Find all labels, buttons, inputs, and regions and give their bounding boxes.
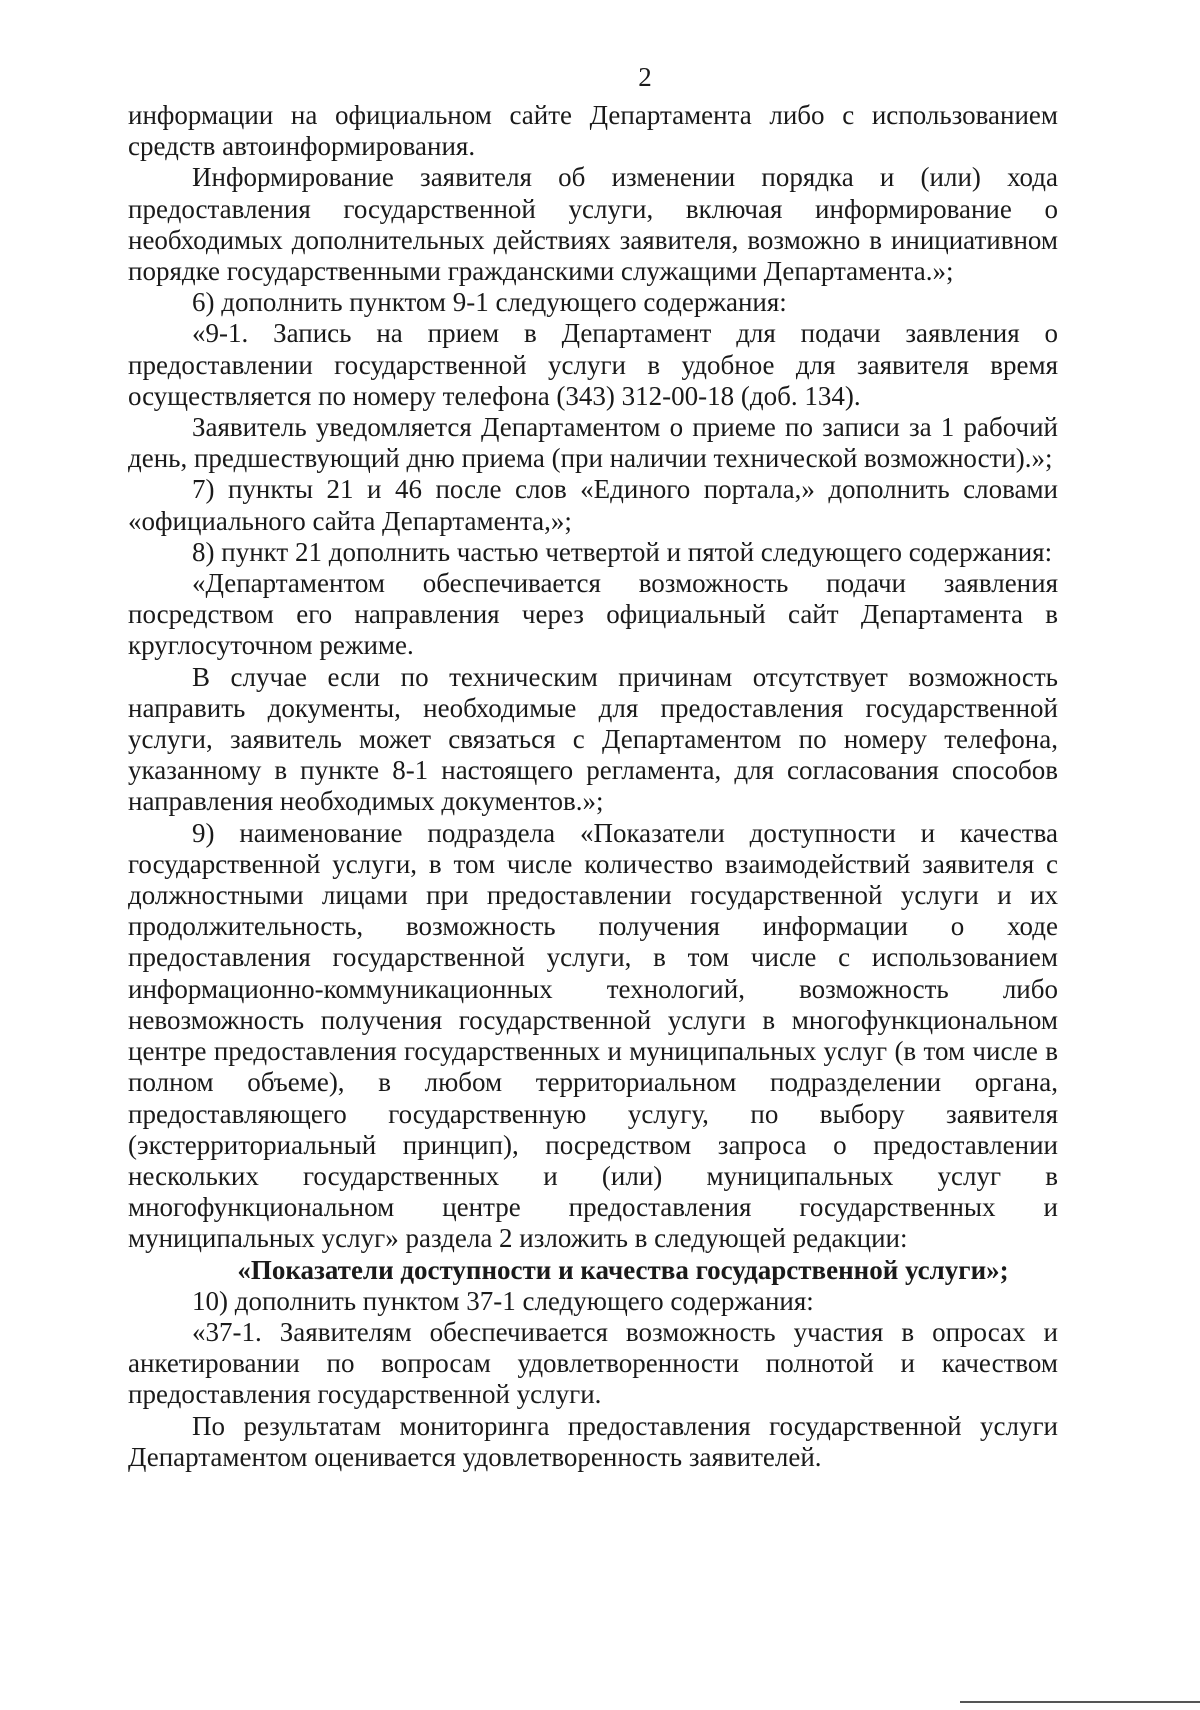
paragraph: 6) дополнить пунктом 9-1 следующего содержания: — [192, 287, 787, 318]
paragraph: 7) пункты 21 и 46 после слов «Единого портала,» дополнить словами «официального сайта Департамента,»; — [128, 474, 1058, 536]
paragraph: Информирование заявителя об изменении порядка и (или) хода предоставления государственной услуги, включая информирование о необходимых дополнительных действиях заявителя, возможно в инициативном порядке государственными гражданскими служащими Департамента.»; — [128, 162, 1058, 287]
paragraph: Заявитель уведомляется Департаментом о приеме по записи за 1 рабочий день, предшествующий дню приема (при наличии технической возможности).»; — [128, 412, 1058, 474]
paragraph: 9) наименование подраздела «Показатели доступности и качества государственной услуги, в том числе количество взаимодействий заявителя с должностными лицами при предоставлении государственной услуги и их продолжительность, возможность получения информации о ходе предоставления государственной услуги, в том числе с использованием информационно-коммуникационных технологий, возможность либо невозможность получения государственной услуги в многофункциональном центре предоставления государственных и муниципальных услуг (в том числе в полном объеме), в любом территориальном подразделении органа, предоставляющего государственную услугу, по выбору заявителя (экстерриториальный принцип), посредством запроса о предоставлении нескольких государственных и (или) муниципальных услуг в многофункциональном центре предоставления государственных и муниципальных услуг» раздела 2 изложить в следующей редакции: — [128, 817, 1058, 1254]
document-body — [128, 100, 1058, 1473]
paragraph: «37-1. Заявителям обеспечивается возможность участия в опросах и анкетировании по вопросам удовлетворенности полнотой и качеством предоставления государственной услуги. — [128, 1316, 1058, 1410]
paragraph: «9-1. Запись на прием в Департамент для подачи заявления о предоставлении государственной услуги в удобное для заявителя время осуществляется по номеру телефона (343) 312-00-18 (доб. 134). — [128, 318, 1058, 411]
paragraph: В случае если по техническим причинам отсутствует возможность направить документы, необходимые для предоставления государственной услуги, заявитель может связаться с Департаментом по номеру телефона, указанному в пункте 8-1 настоящего регламента, для согласования способов направления необходимых документов.»; — [128, 661, 1058, 817]
paragraph: 8) пункт 21 дополнить частью четвертой и пятой следующего содержания: — [192, 536, 1053, 567]
page-edge-line — [960, 1701, 1200, 1703]
section-heading: «Показатели доступности и качества государственной услуги»; — [237, 1254, 1009, 1285]
paragraph: «Департаментом обеспечивается возможность подачи заявления посредством его направления через официальный сайт Департамента в круглосуточном режиме. — [128, 568, 1058, 661]
paragraph: 10) дополнить пунктом 37-1 следующего содержания: — [192, 1285, 814, 1316]
paragraph: информации на официальном сайте Департамента либо с использованием средств автоинформирования. — [128, 100, 1058, 162]
paragraph: По результатам мониторинга предоставления государственной услуги Департаментом оценивается удовлетворенность заявителей. — [128, 1410, 1058, 1472]
page-number: 2 — [638, 62, 652, 92]
